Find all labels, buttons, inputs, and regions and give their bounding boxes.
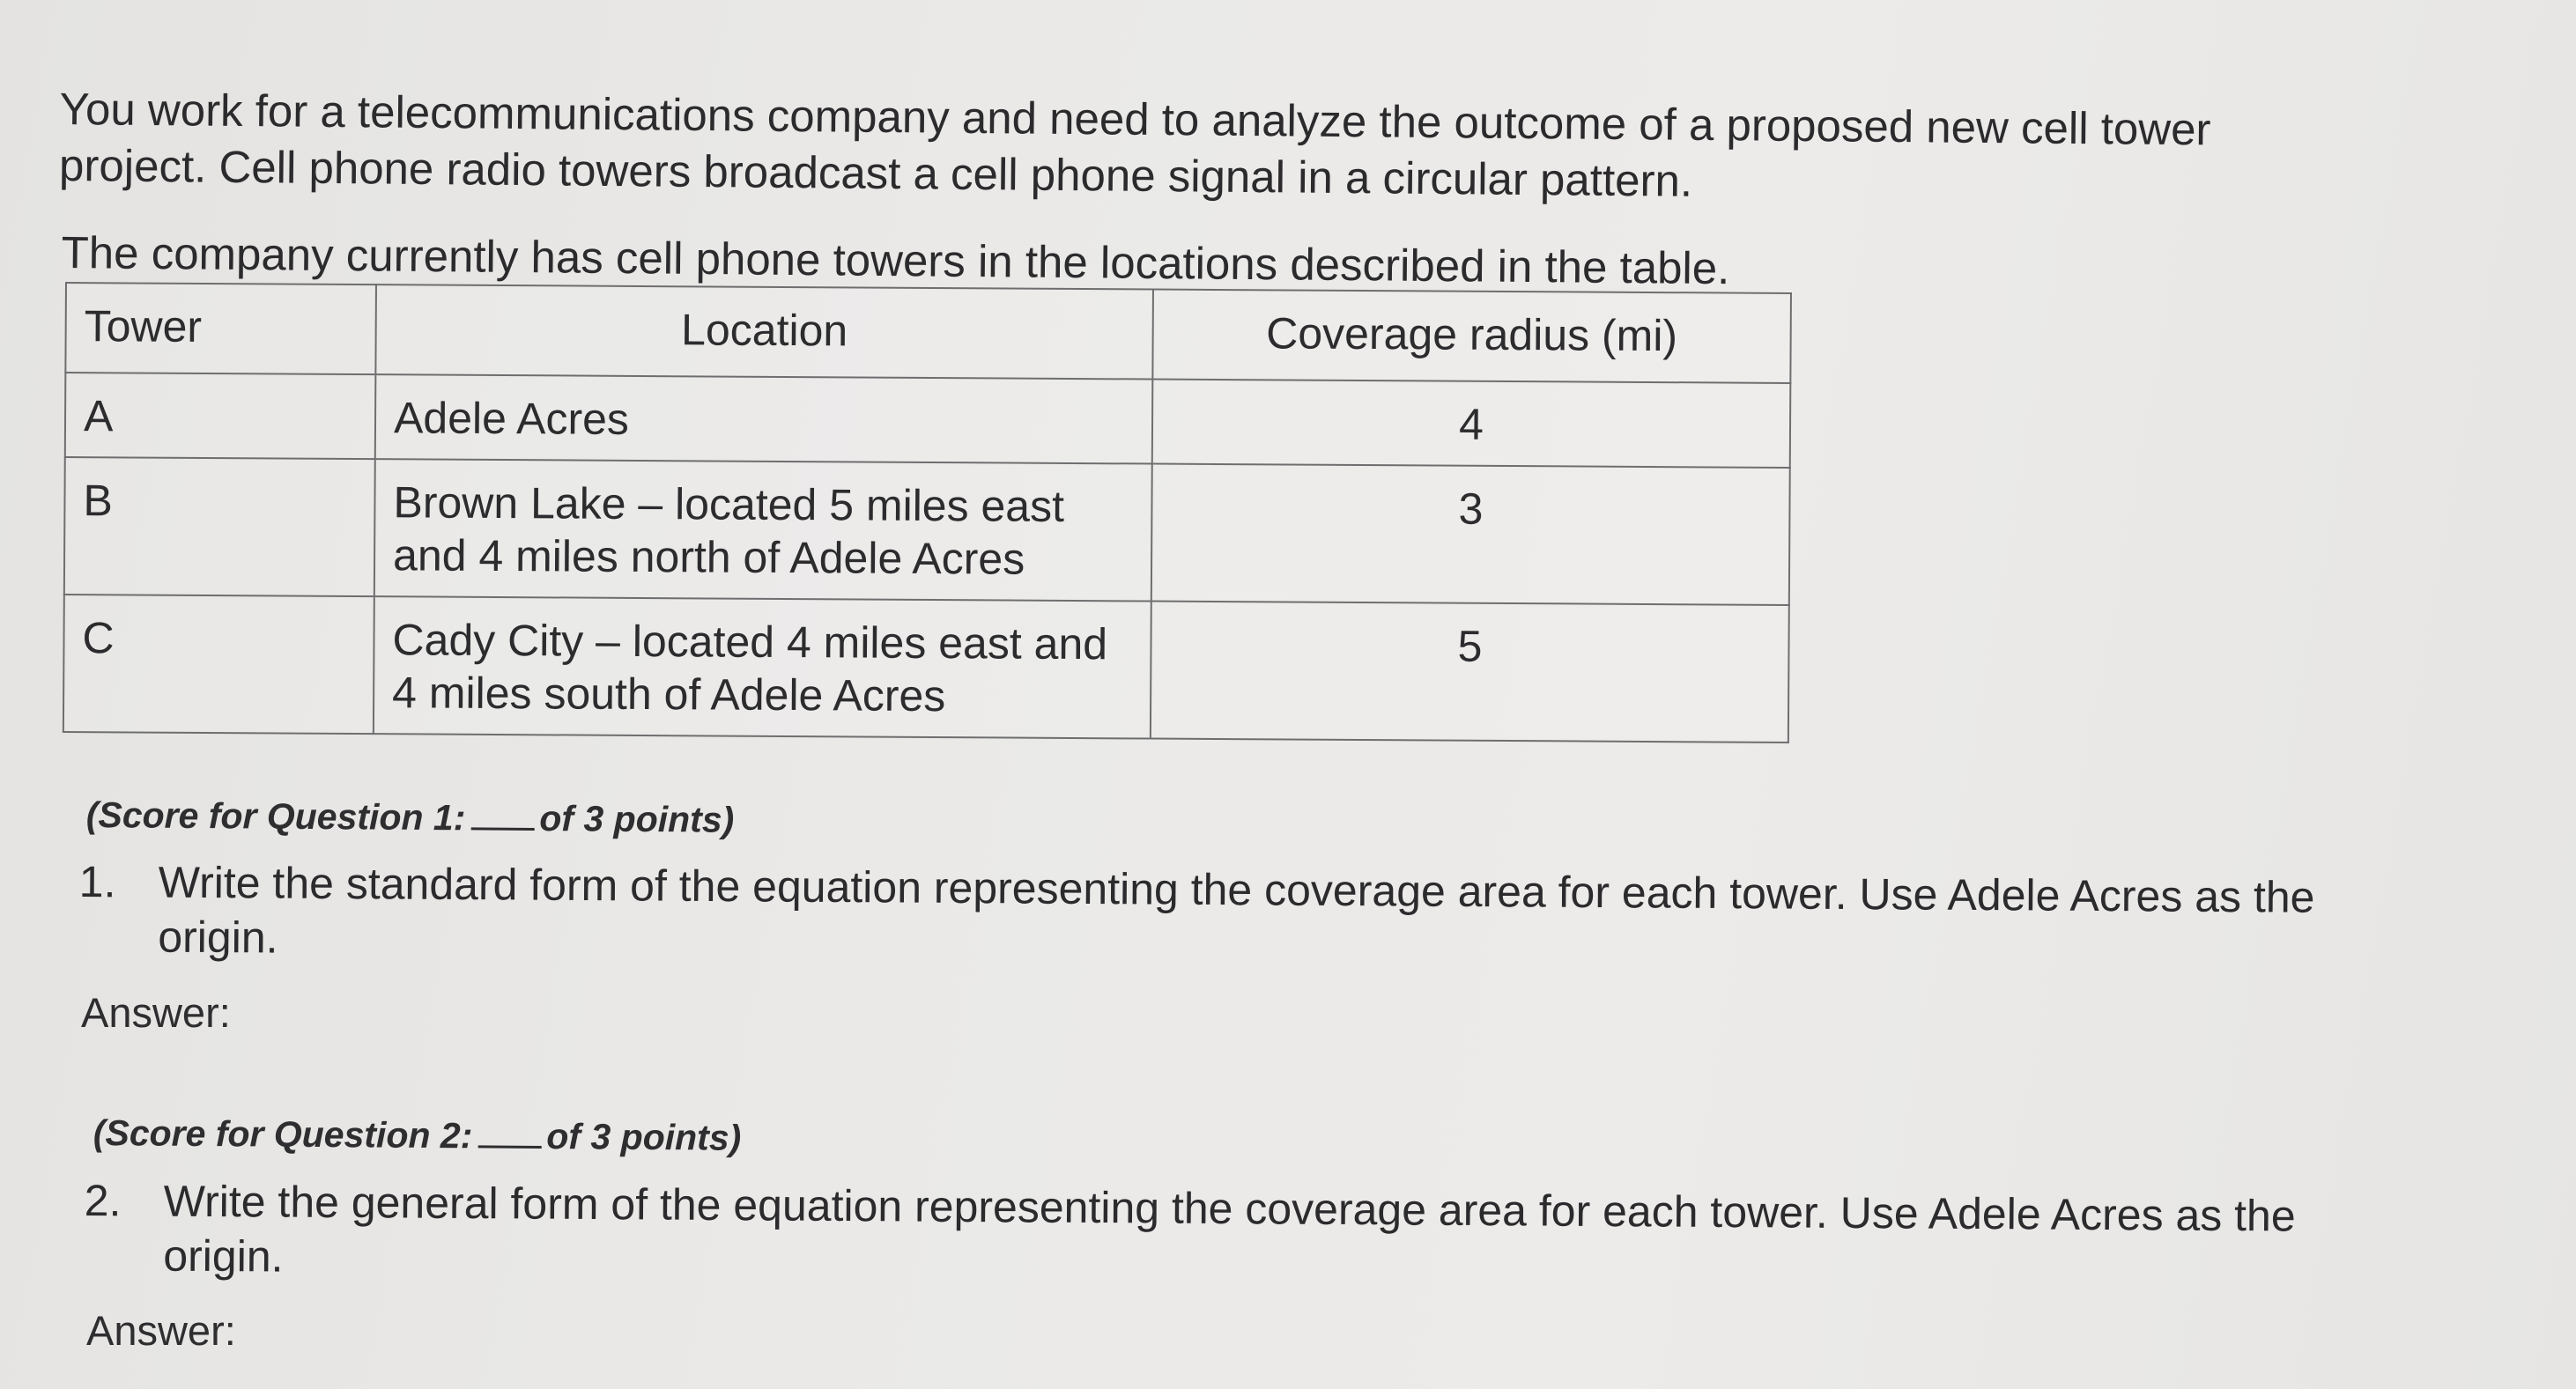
table-row <box>64 457 1790 605</box>
radius-cell: 3 <box>1151 464 1790 605</box>
table-header-row <box>65 283 1791 383</box>
table-row <box>63 595 1789 743</box>
question-2 <box>84 1173 2384 1298</box>
question-number: 1. <box>78 856 116 907</box>
score-suffix: of 3 points) <box>539 798 735 840</box>
radius-cell: 5 <box>1151 602 1789 743</box>
location-line: Cady City – located 4 miles east and <box>392 615 1108 669</box>
location-cell <box>374 459 1152 601</box>
question-text: Write the standard form of the equation representing the coverage area for each tower. Use Adele Acres as the origin. <box>158 857 2315 963</box>
score-blank <box>477 1119 541 1149</box>
question-text: Write the general form of the equation representing the coverage area for each tower. Use Adele Acres as the origin. <box>163 1176 2296 1282</box>
tower-cell: A <box>65 373 376 459</box>
location-line: 4 miles south of Adele Acres <box>391 668 946 721</box>
location-line: Adele Acres <box>393 393 630 444</box>
towers-table <box>63 282 1792 743</box>
tower-cell: C <box>63 595 374 734</box>
header-tower: Tower <box>65 283 376 374</box>
answer-label-2: Answer: <box>86 1307 236 1354</box>
score-blank <box>470 801 534 831</box>
score-prefix: (Score for Question 2: <box>93 1112 473 1156</box>
header-coverage-radius: Coverage radius (mi) <box>1152 290 1791 383</box>
score-suffix: of 3 points) <box>546 1116 742 1158</box>
score-question-1 <box>86 794 735 841</box>
location-cell <box>374 596 1151 738</box>
intro-paragraph: You work for a telecommunications company and need to analyze the outcome of a proposed new cell tower project. Cell phone radio towers broadcast a cell phone signal in a circular pattern. <box>58 83 2211 206</box>
score-prefix: (Score for Question 1: <box>85 794 466 839</box>
header-location: Location <box>375 284 1153 379</box>
location-line: and 4 miles north of Adele Acres <box>392 530 1025 584</box>
score-question-2 <box>93 1112 742 1159</box>
table-row <box>65 373 1791 468</box>
radius-cell: 4 <box>1152 380 1791 468</box>
tower-cell: B <box>64 457 375 596</box>
location-line: Brown Lake – located 5 miles east <box>393 477 1065 531</box>
question-number: 2. <box>84 1175 122 1226</box>
table-lead-sentence: The company currently has cell phone towers in the locations described in the table. <box>61 226 1730 294</box>
answer-label-1: Answer: <box>81 989 231 1036</box>
location-cell <box>375 374 1153 463</box>
question-1 <box>78 854 2379 979</box>
